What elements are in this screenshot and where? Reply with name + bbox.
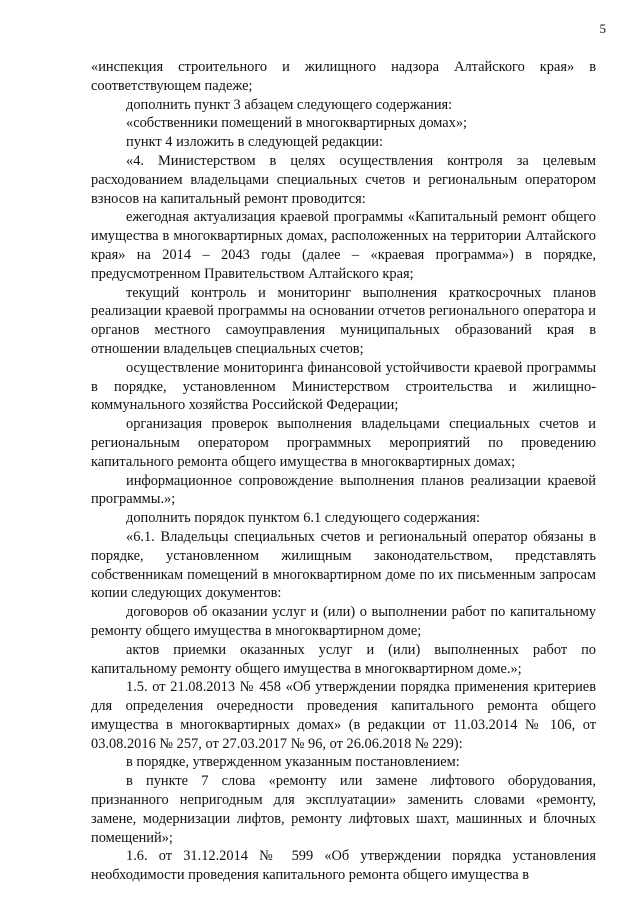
paragraph: в порядке, утвержденном указанным постановлением: (126, 754, 460, 771)
page-number: 5 (599, 21, 606, 36)
paragraph: «4. Министерством в целях осуществления контроля за целевым расходованием владельцами специальных счетов и региональным оператором взносов на капитальный ремонт проводится: (91, 152, 596, 207)
paragraph: дополнить порядок пунктом 6.1 следующего содержания: (126, 510, 481, 527)
paragraph: 1.5. от 21.08.2013 № 458 «Об утверждении порядка применения критериев для определения очередности проведения капитального ремонта общего имущества в многоквартирных домах» (в редакции от 11.03.2014 № 106, от 03.08.2016 № 257, от 27.03.2017 № 96, от 26.06.2018 № 229): (91, 679, 596, 752)
paragraph: осуществление мониторинга финансовой устойчивости краевой программы в порядке, установленном Министерством строительства и жилищно-коммунального хозяйства Российской Федерации; (91, 359, 596, 414)
paragraph: «6.1. Владельцы специальных счетов и региональный оператор обязаны в порядке, установленном жилищным законодательством, представлять собственникам помещений в многоквартирном доме по их письменным запросам копии следующих документов: (91, 528, 596, 602)
paragraph: «собственники помещений в многоквартирных домах»; (126, 115, 468, 132)
paragraph: договоров об оказании услуг и (или) о выполнении работ по капитальному ремонту общего имущества в многоквартирном доме; (91, 604, 596, 639)
paragraph: «инспекция строительного и жилищного надзора Алтайского края» в соответствующем падеже; (91, 59, 596, 94)
paragraph: текущий контроль и мониторинг выполнения краткосрочных планов реализации краевой программы на основании отчетов регионального оператора и органов местного самоуправления муниципальных образований края в отношении владельцев специальных счетов; (91, 284, 596, 357)
document-body (91, 58, 596, 885)
paragraph: 1.6. от 31.12.2014 № 599 «Об утверждении порядка установления необходимости проведения капитального ремонта общего имущества в (91, 848, 596, 884)
paragraph: ежегодная актуализация краевой программы «Капитальный ремонт общего имущества в многоквартирных домах, расположенных на территории Алтайского края» на 2014 – 2043 годы (далее – «краевая программа») в порядке, предусмотренном Правительством Алтайского края; (91, 209, 596, 282)
paragraph: информационное сопровождение выполнения планов реализации краевой программы.»; (91, 472, 596, 508)
paragraph: пункт 4 изложить в следующей редакции: (126, 134, 383, 151)
paragraph: в пункте 7 слова «ремонту или замене лифтового оборудования, признанного непригодным для эксплуатации» заменить словами «ремонту, замене, модернизации лифтов, ремонту лифтовых шахт, машинных и блочных помещений»; (91, 773, 596, 846)
paragraph: дополнить пункт 3 абзацем следующего содержания: (126, 96, 453, 113)
paragraph: актов приемки оказанных услуг и (или) выполненных работ по капитальному ремонту общего имущества в многоквартирном доме.»; (91, 641, 596, 677)
paragraph: организация проверок выполнения владельцами специальных счетов и региональным оператором программных мероприятий по проведению капитального ремонта общего имущества в многоквартирных домах; (91, 416, 596, 470)
